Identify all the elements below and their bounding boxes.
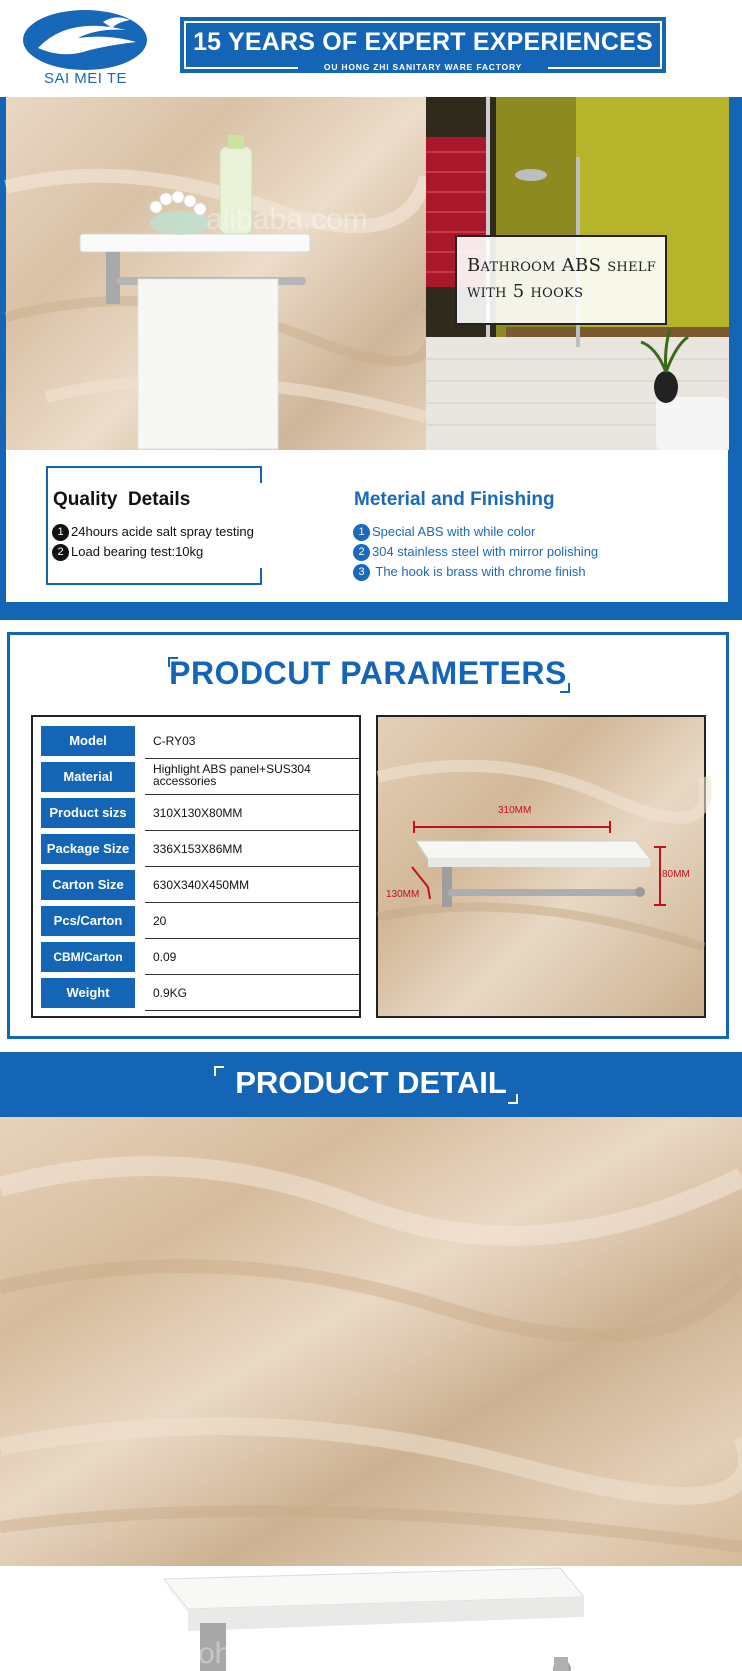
brand-logo — [8, 8, 163, 92]
row-divider — [145, 1010, 359, 1011]
spec-value: 310X130X80MM — [153, 806, 243, 820]
table-row — [41, 903, 357, 939]
table-row — [41, 975, 357, 1011]
quality-title: Quality Details — [53, 489, 191, 510]
dimension-diagram — [376, 715, 706, 1018]
spec-label: Package Size — [41, 834, 135, 864]
material-item-text: Special ABS with while color — [372, 524, 536, 539]
spec-table — [31, 715, 361, 1018]
hero-caption-box — [455, 235, 667, 325]
table-row — [41, 939, 357, 975]
material-title: Meterial and Finishing — [354, 489, 555, 510]
hero-caption — [467, 253, 656, 305]
material-item-text: The hook is brass with chrome finish — [372, 564, 586, 579]
number-badge: 2 — [52, 544, 69, 561]
parameters-section — [7, 632, 729, 1039]
quality-frame-bottom — [46, 568, 262, 585]
spec-label: Weight — [41, 978, 135, 1008]
bird-logo-icon — [8, 8, 163, 72]
product-detail-band — [0, 1052, 742, 1117]
banner-title: 15 YEARS OF EXPERT EXPERIENCES — [193, 28, 653, 56]
hero-caption-line1: Bathroom ABS shelf — [467, 255, 657, 276]
material-item — [353, 544, 598, 561]
spec-value: Highlight ABS panel+SUS304 accessories — [153, 762, 311, 788]
shelf-closeup-image — [0, 1117, 742, 1566]
hero-section — [0, 97, 742, 620]
hero-caption-line2: with 5 hooks — [467, 281, 584, 302]
spec-label: CBM/Carton — [41, 942, 135, 972]
product-detail-title: PRODUCT DETAIL — [235, 1065, 507, 1100]
material-item — [353, 524, 535, 541]
table-row — [41, 795, 357, 831]
product-detail-photo — [0, 1117, 742, 1670]
shelf-dimension-image — [378, 717, 704, 1016]
number-badge: 1 — [353, 524, 370, 541]
dimension-depth: 130MM — [386, 889, 420, 900]
table-row — [41, 759, 357, 795]
header — [0, 0, 742, 97]
spec-label: Material — [41, 762, 135, 792]
material-item — [353, 564, 586, 581]
banner-subtitle: OU HONG ZHI SANITARY WARE FACTORY — [323, 62, 523, 72]
spec-value: 630X340X450MM — [153, 878, 250, 892]
spec-value: 0.9KG — [153, 986, 188, 1000]
number-badge: 2 — [353, 544, 370, 561]
spec-label: Product sizs — [41, 798, 135, 828]
table-row — [41, 831, 357, 867]
spec-value: C-RY03 — [153, 734, 196, 748]
number-badge: 1 — [52, 524, 69, 541]
spec-value: 20 — [153, 914, 167, 928]
spec-label: Pcs/Carton — [41, 906, 135, 936]
spec-label: Carton Size — [41, 870, 135, 900]
hero-product-photo — [6, 97, 426, 450]
watermark-text: alibaba.com — [206, 203, 368, 236]
quality-item — [52, 544, 203, 561]
title-bracket-right — [508, 1094, 518, 1104]
table-row — [41, 867, 357, 903]
watermark-text: ohz.en.alibaba.com — [198, 1637, 459, 1670]
dimension-width: 310MM — [498, 805, 532, 816]
quality-item-text: Load bearing test:10kg — [71, 544, 204, 559]
quality-item-text: 24hours acide salt spray testing — [71, 524, 254, 539]
spec-value: 0.09 — [153, 950, 177, 964]
number-badge: 3 — [353, 564, 370, 581]
details-panel — [6, 450, 728, 602]
dimension-height: 80MM — [662, 869, 690, 880]
shelf-with-towel-image — [6, 97, 426, 450]
material-item-text: 304 stainless steel with mirror polishing — [372, 544, 599, 559]
quality-item — [52, 524, 254, 541]
spec-value: 336X153X86MM — [153, 842, 243, 856]
title-bracket-right — [560, 683, 570, 693]
table-row — [41, 723, 357, 759]
spec-label: Model — [41, 726, 135, 756]
slogan-banner — [180, 17, 666, 73]
logo-text: SAI MEI TE — [43, 70, 128, 87]
parameters-title: PRODCUT PARAMETERS — [169, 655, 567, 691]
quality-frame-top — [46, 466, 262, 483]
